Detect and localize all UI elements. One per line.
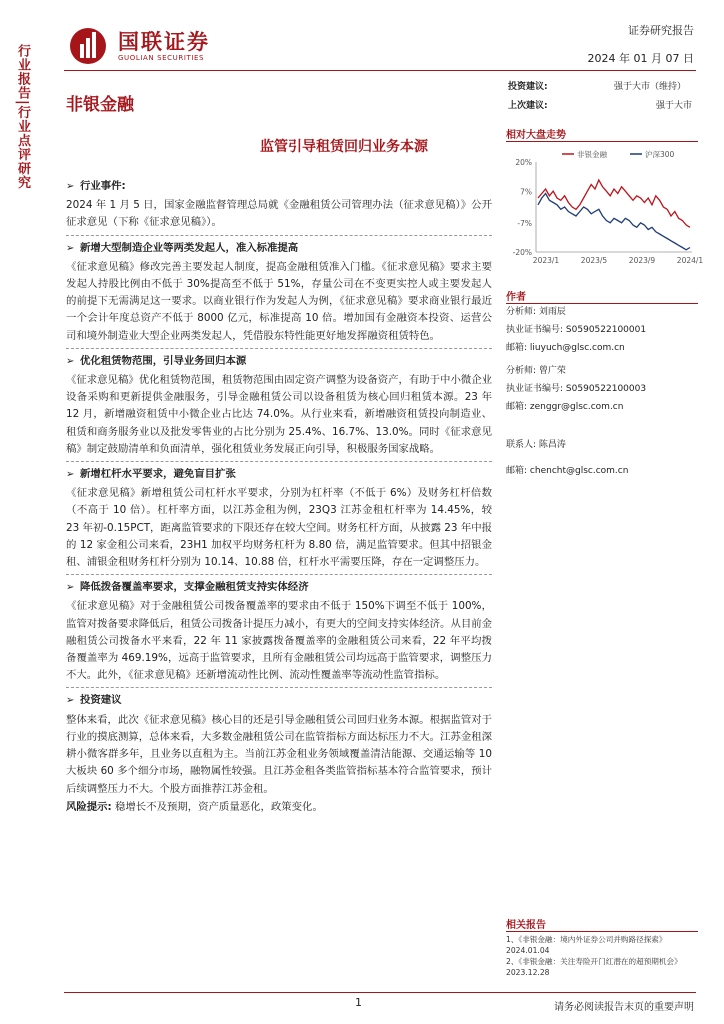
y-tick-label: -7% [517, 218, 532, 228]
chart-section-title: 相对大盘走势 [506, 126, 698, 142]
section-divider [66, 235, 492, 236]
author-cert-no: S0590522100003 [565, 384, 647, 394]
author-name: 曾广荣 [538, 366, 566, 376]
contact-mail[interactable]: chencht@glsc.com.cn [529, 466, 629, 476]
legend-label: 非银金融 [577, 150, 607, 159]
x-tick-label: 2023/1 [532, 256, 560, 265]
logo-emblem-icon [66, 26, 110, 66]
logo-english: GUOLIAN SECURITIES [118, 53, 205, 62]
related-item[interactable]: 2、《非银金融：关注寿险开门红潜在的超预期机会》2023.12.28 [506, 957, 682, 977]
author-mail-label: 邮箱: [506, 402, 528, 412]
report-date: 2024 年 01 月 07 日 [587, 52, 694, 65]
company-logo [66, 26, 210, 66]
author-cert-label: 执业证书编号: [506, 384, 564, 394]
prev-rating-value: 强于大市 [656, 101, 693, 111]
footer-divider [64, 992, 696, 993]
author-cert-row [506, 383, 698, 395]
y-tick-label: 20% [515, 158, 532, 167]
y-tick-label: -20% [512, 248, 532, 257]
section-divider [66, 348, 492, 349]
section-divider [66, 687, 492, 688]
author-mail-row [506, 401, 698, 413]
section-divider [66, 461, 492, 462]
author-role: 分析师: [506, 307, 537, 317]
prev-rating-label: 上次建议: [508, 101, 548, 111]
x-tick-label: 2024/1 [676, 256, 704, 265]
section1-text: 《征求意见稿》修改完善主要发起人制度，提高金融租赁准入门槛。《征求意见稿》要求主要发起人持股比例由不低于 30%提高至不低于 51%，存量公司在不变更实控人或主要发起人的前提下无需满足这一要求。以商业银行作为发起人为例，《征求意见稿》要求商业银行最近一个会计年度总资产不低于 8000 亿元，标准提高 10 倍。增加国有金融资本投资、运营公司和境外制造业大型企业两类发起人，凭借股东特性能更好地发挥融资租赁特色。 [66, 260, 492, 342]
author-row [506, 365, 698, 377]
invest-rating-label: 投资建议: [508, 82, 548, 92]
author-cert-row [506, 324, 698, 336]
related-section-title: 相关报告 [506, 916, 698, 932]
risk-label: 风险提示: [66, 800, 112, 813]
author-mail[interactable]: liuyuch@glsc.com.cn [529, 343, 625, 353]
contact-row [506, 439, 698, 451]
section-divider [66, 574, 492, 575]
header-divider [64, 70, 696, 71]
event-text: 2024 年 1 月 5 日，国家金融监督管理总局就《金融租赁公司管理办法（征求意见稿）》公开征求意见（下称《征求意见稿》）。 [66, 199, 492, 229]
contact-name: 陈昌涛 [538, 440, 566, 450]
legend-label: 沪深300 [645, 150, 675, 159]
section5-heading: ➢ 投资建议 [66, 692, 492, 709]
sector-name: 非银金融 [66, 95, 134, 115]
report-title: 监管引导租赁回归业务本源 [260, 139, 428, 155]
section5-text: 整体来看，此次《征求意见稿》核心目的还是引导金融租赁公司回归业务本源。根据监管对于行业的摸底测算，总体来看，大多数金融租赁公司在监管指标方面达标压力不大。江苏金租深耕小微客群多年，且业务以直租为主。当前江苏金租业务领域覆盖清洁能源、交通运输等 10 大板块 60 多个细分市场，融物属性较强。且江苏金租各类监管指标基本符合监管要求，预计后续调整压力不大。个股方面推荐江苏金租。 [66, 713, 493, 795]
author-name: 刘雨辰 [538, 307, 566, 317]
section1-heading: ➢ 新增大型制造企业等两类发起人，准入标准提高 [66, 240, 492, 257]
series-line-nonbank [538, 180, 690, 227]
prev-rating [508, 98, 693, 111]
author-mail[interactable]: zenggr@glsc.com.cn [529, 402, 624, 412]
contact-role: 联系人: [506, 440, 537, 450]
contact-mail-row [506, 465, 698, 477]
x-tick-label: 2023/9 [628, 256, 656, 265]
relative-performance-chart [506, 146, 704, 272]
risk-text: 稳增长不及预期，资产质量恶化，政策变化。 [115, 800, 323, 813]
related-reports [506, 934, 702, 978]
section4-heading: ➢ 降低拨备覆盖率要求，支撑金融租赁支持实体经济 [66, 579, 492, 596]
section2-text: 《征求意见稿》优化租赁物范围，租赁物范围由固定资产调整为设备资产，有助于中小微企业设备采购和更新提供金融服务，引导金融租赁公司以设备租赁为核心回归租赁本源。23 年 12 月，新增融资租赁中小微企业占比达 74.0%。从行业来看，新增融资租赁投向制造业、租赁和商务服务业以及批发零售业的占比分别为 25.4%、16.7%、13.0%。同时《征求意见稿》制定鼓励清单和负面清单，强化租赁业务发展正向引导，积极服务国家战略。 [66, 374, 493, 455]
author-cert-label: 执业证书编号: [506, 325, 564, 335]
page-number: 1 [355, 996, 362, 1009]
author-cert-no: S0590522100001 [565, 325, 647, 335]
main-content [66, 178, 492, 817]
side-category-label: 行业报告|行业点评研究 [15, 44, 30, 190]
chart-svg [506, 146, 704, 272]
footer-disclaimer: 请务必阅读报告末页的重要声明 [554, 1002, 694, 1013]
related-item[interactable]: 1、《非银金融：境内外证券公司并购路径探索》2024.01.04 [506, 935, 667, 955]
x-tick-label: 2023/5 [580, 256, 608, 265]
author-mail-row [506, 342, 698, 354]
section4-text: 《征求意见稿》对于金融租赁公司拨备覆盖率的要求由不低于 150%下调至不低于 100%，监管对拨备要求降低后，租赁公司拨备计提压力减小，有更大的空间支持实体经济。从目前金融租赁公司拨备水平来看，22 年 11 家披露拨备覆盖率的金融租赁公司来看，22 年平均拨备覆盖率为 469.19%，远高于监管要求，且所有金融租赁公司均远高于监管要求，调整压力不大。此外，《征求意见稿》还新增流动性比例、流动性覆盖率等流动性监管指标。 [66, 600, 493, 682]
contact-mail-label: 邮箱: [506, 466, 528, 476]
event-heading: ➢ 行业事件: [66, 178, 492, 195]
section3-text: 《征求意见稿》新增租赁公司杠杆水平要求，分别为杠杆率（不低于 6%）及财务杠杆倍数（不高于 10 倍）。杠杆率方面，以江苏金租为例，23Q3 江苏金租杠杆率为 14.45%，较 23 年初-0.15PCT，距离监管要求的下限还存在较大空间。财务杠杆方面，从披露 23 年中报的 12 家金租公司来看，23H1 加权平均财务杠杆为 8.80 倍，满足监管要求。但其中招银金租、浦银金租财务杠杆分别为 10.14、10.88 倍，杠杆水平需要压降，存在一定调整压力。 [66, 487, 492, 569]
author-section-title: 作者 [506, 288, 698, 304]
series-line-csi300 [538, 194, 690, 250]
invest-rating-value: 强于大市（维持） [614, 82, 687, 92]
logo-chinese: 国联证券 [118, 29, 210, 54]
author-mail-label: 邮箱: [506, 343, 528, 353]
invest-rating [508, 79, 687, 92]
report-type: 证券研究报告 [628, 24, 694, 37]
risk-warning [66, 799, 492, 816]
section3-heading: ➢ 新增杠杆水平要求，避免盲目扩张 [66, 466, 492, 483]
section2-heading: ➢ 优化租赁物范围，引导业务回归本源 [66, 353, 492, 370]
y-tick-label: 7% [520, 187, 532, 197]
author-list [506, 306, 698, 488]
author-role: 分析师: [506, 366, 537, 376]
author-row [506, 306, 698, 318]
